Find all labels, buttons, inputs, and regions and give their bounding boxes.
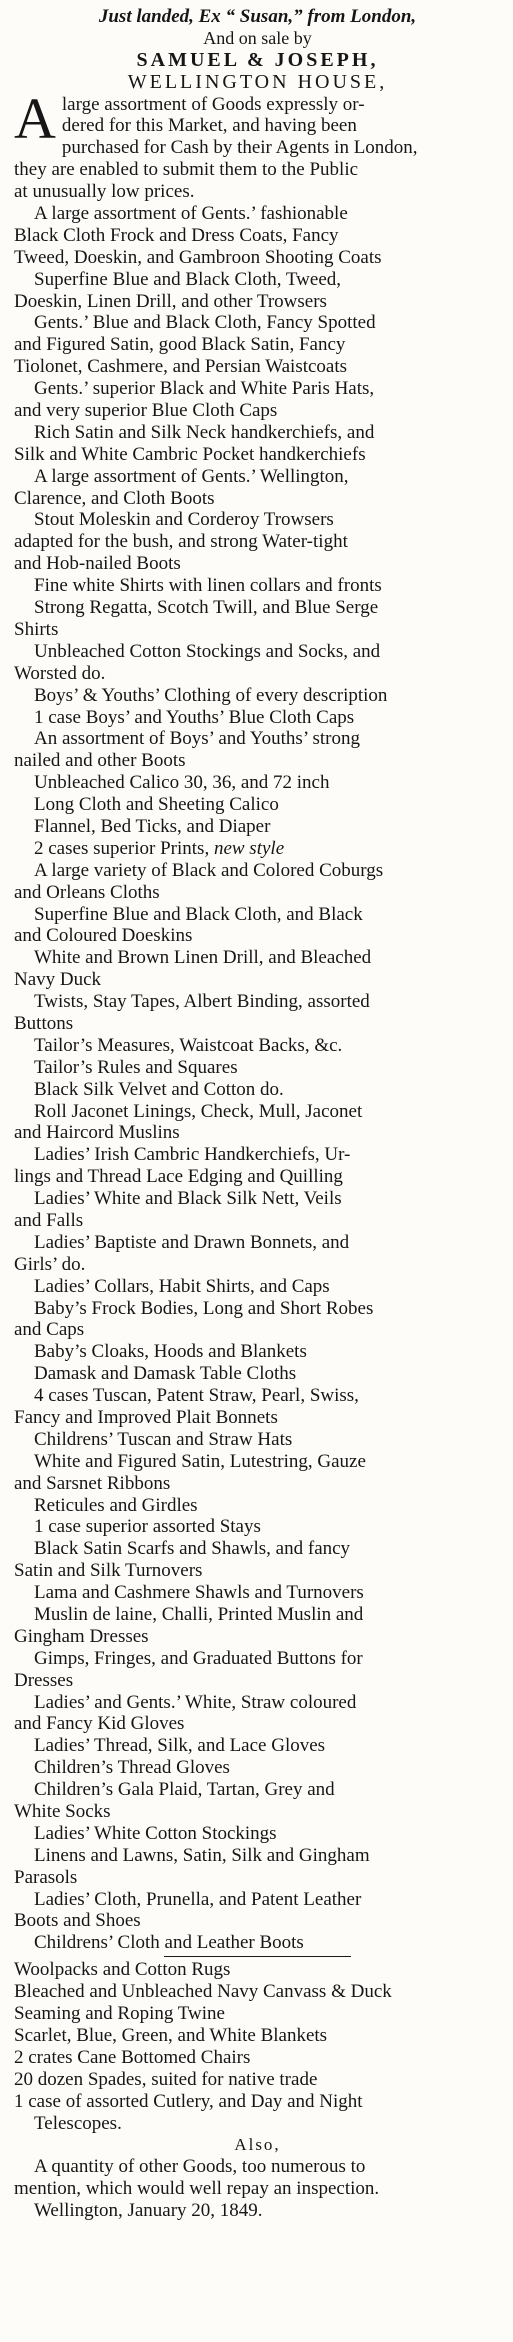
list-item: A large assortment of Gents.’ fashionable: [34, 203, 348, 225]
list-item-continuation: Shirts: [14, 618, 59, 640]
list-item: A large assortment of Gents.’ Wellington,: [34, 465, 349, 487]
list-item: Twists, Stay Tapes, Albert Binding, assorted: [34, 991, 370, 1013]
list-item: Baby’s Frock Bodies, Long and Short Robes: [34, 1297, 374, 1319]
intro-line: dered for this Market, and having been: [61, 115, 357, 137]
list-item: Unbleached Cotton Stockings and Socks, and: [34, 640, 381, 662]
list-item: Stout Moleskin and Corderoy Trowsers: [34, 509, 334, 531]
list-item-continuation: Navy Duck: [14, 969, 102, 991]
arrival-line: Just landed, Ex “ Susan,” from London,: [98, 6, 417, 27]
list-item: Children’s Thread Gloves: [34, 1757, 230, 1779]
closing-line: mention, which would well repay an inspection.: [14, 2178, 380, 2200]
list-item-continuation: Tiolonet, Cashmere, and Persian Waistcoats: [14, 356, 348, 378]
list-item: Black Silk Velvet and Cotton do.: [34, 1078, 284, 1100]
list-item: Unbleached Calico 30, 36, and 72 inch: [34, 772, 330, 794]
list-item-continuation: Dresses: [14, 1669, 74, 1691]
list-item-continuation: Tweed, Doeskin, and Gambroon Shooting Coats: [14, 246, 382, 268]
list-item-continuation: Buttons: [14, 1012, 74, 1034]
list-item-continuation: Parasols: [14, 1866, 78, 1888]
list-item: Baby’s Cloaks, Hoods and Blankets: [34, 1341, 307, 1363]
drop-cap: A: [14, 85, 56, 151]
list-item-continuation: lings and Thread Lace Edging and Quilling: [14, 1166, 343, 1188]
list-item: Ladies’ Baptiste and Drawn Bonnets, and: [34, 1231, 350, 1253]
list-item-continuation: Satin and Silk Turnovers: [14, 1560, 203, 1582]
list-item-continuation: and very superior Blue Cloth Caps: [14, 400, 278, 422]
list-item: Strong Regatta, Scotch Twill, and Blue Serge: [34, 597, 379, 619]
list-item: Flannel, Bed Ticks, and Diaper: [34, 815, 271, 837]
list-item: Ladies’ Irish Cambric Handkerchiefs, Ur-: [34, 1144, 351, 1166]
list-item: White and Figured Satin, Lutestring, Gauze: [34, 1450, 366, 1472]
list-item: Gents.’ Blue and Black Cloth, Fancy Spotted: [34, 312, 376, 334]
list-item: Superfine Blue and Black Cloth, Tweed,: [34, 268, 342, 290]
list-item: 2 cases superior Prints, new style: [34, 837, 285, 859]
house-name: WELLINGTON HOUSE,: [127, 71, 388, 93]
list-item: Superfine Blue and Black Cloth, and Black: [34, 903, 363, 925]
list-item: Linens and Lawns, Satin, Silk and Gingham: [34, 1844, 370, 1866]
list-item: Lama and Cashmere Shawls and Turnovers: [34, 1582, 364, 1604]
list-item: Ladies’ White Cotton Stockings: [34, 1822, 277, 1844]
goods-item: Scarlet, Blue, Green, and White Blankets: [14, 2024, 328, 2046]
list-item: Ladies’ and Gents.’ White, Straw coloured: [34, 1691, 357, 1713]
list-item-continuation: Doeskin, Linen Drill, and other Trowsers: [14, 290, 327, 312]
list-item: Damask and Damask Table Cloths: [34, 1363, 297, 1385]
goods-item: Woolpacks and Cotton Rugs: [14, 1959, 231, 1981]
list-item: Ladies’ Collars, Habit Shirts, and Caps: [34, 1275, 330, 1297]
list-item: Roll Jaconet Linings, Check, Mull, Jaconet: [34, 1100, 363, 1122]
list-item: Fine white Shirts with linen collars and fronts: [34, 575, 382, 597]
closing-line: A quantity of other Goods, too numerous to: [34, 2156, 366, 2178]
also-heading: Also,: [234, 2135, 281, 2155]
list-item-continuation: nailed and other Boots: [14, 750, 186, 772]
list-item-continuation: and Orleans Cloths: [14, 881, 160, 903]
goods-item: 1 case of assorted Cutlery, and Day and Night: [14, 2090, 363, 2112]
emphasis: new style: [213, 837, 285, 859]
intro-line: they are enabled to submit them to the Public: [14, 159, 359, 181]
list-item-continuation: and Figured Satin, good Black Satin, Fancy: [14, 334, 346, 356]
list-item: White and Brown Linen Drill, and Bleached: [34, 947, 372, 969]
goods-item: Bleached and Unbleached Navy Canvass & Duck: [14, 1981, 392, 2003]
date-line: Wellington, January 20, 1849.: [34, 2200, 263, 2222]
list-item: A large variety of Black and Colored Coburgs: [34, 859, 384, 881]
list-item-continuation: Fancy and Improved Plait Bonnets: [14, 1407, 278, 1428]
list-item: Rich Satin and Silk Neck handkerchiefs, and: [34, 421, 375, 443]
on-sale-line: And on sale by: [203, 27, 312, 48]
list-item: Childrens’ Cloth and Leather Boots: [34, 1932, 304, 1954]
goods-item: 2 crates Cane Bottomed Chairs: [14, 2046, 251, 2068]
list-item: Tailor’s Rules and Squares: [34, 1056, 238, 1078]
list-item: 1 case superior assorted Stays: [34, 1516, 261, 1538]
list-item-continuation: Silk and White Cambric Pocket handkerchiefs: [14, 443, 366, 465]
goods-item: Telescopes.: [34, 2112, 122, 2134]
list-item-continuation: Clarence, and Cloth Boots: [14, 487, 215, 509]
list-item-continuation: and Falls: [14, 1209, 84, 1231]
goods-item: Seaming and Roping Twine: [14, 2003, 225, 2025]
list-item: Childrens’ Tuscan and Straw Hats: [34, 1428, 293, 1450]
list-item: Ladies’ Thread, Silk, and Lace Gloves: [34, 1735, 326, 1757]
list-item-continuation: and Coloured Doeskins: [14, 925, 193, 947]
list-item-continuation: Worsted do.: [14, 662, 106, 684]
list-item: Ladies’ Cloth, Prunella, and Patent Leather: [34, 1888, 362, 1910]
list-item-continuation: and Sarsnet Ribbons: [14, 1472, 171, 1494]
intro-line: at unusually low prices.: [14, 181, 195, 203]
list-item-continuation: Girls’ do.: [14, 1253, 86, 1275]
list-item: 4 cases Tuscan, Patent Straw, Pearl, Swiss,: [34, 1385, 359, 1407]
list-item-continuation: and Caps: [14, 1319, 85, 1341]
list-item: 1 case Boys’ and Youths’ Blue Cloth Caps: [34, 706, 355, 728]
list-item: Long Cloth and Sheeting Calico: [34, 794, 279, 816]
list-item: Muslin de laine, Challi, Printed Muslin and: [34, 1604, 364, 1626]
intro-line: large assortment of Goods expressly or-: [61, 93, 365, 115]
list-item: Tailor’s Measures, Waistcoat Backs, &c.: [34, 1034, 343, 1056]
list-item: Boys’ & Youths’ Clothing of every description: [34, 684, 388, 706]
goods-list: [14, 1959, 501, 2134]
intro-paragraph: [14, 85, 501, 203]
firm-name: SAMUEL & JOSEPH,: [136, 49, 379, 71]
list-item-continuation: Boots and Shoes: [14, 1910, 141, 1932]
list-item-continuation: Black Cloth Frock and Dress Coats, Fancy: [14, 224, 339, 246]
list-item-continuation: and Fancy Kid Gloves: [14, 1713, 185, 1735]
list-item: Ladies’ White and Black Silk Nett, Veils: [34, 1188, 342, 1210]
section-divider: [164, 1956, 351, 1957]
list-item: Reticules and Girdles: [34, 1494, 198, 1516]
list-item-continuation: and Hob-nailed Boots: [14, 553, 181, 575]
item-list: [14, 203, 501, 1954]
list-item: Gents.’ superior Black and White Paris Hats,: [34, 378, 375, 400]
list-item-continuation: and Haircord Muslins: [14, 1122, 180, 1144]
list-item-continuation: White Socks: [14, 1801, 111, 1823]
goods-item: 20 dozen Spades, suited for native trade: [14, 2068, 318, 2090]
list-item: Black Satin Scarfs and Shawls, and fancy: [34, 1538, 351, 1560]
list-item: Children’s Gala Plaid, Tartan, Grey and: [34, 1779, 335, 1801]
intro-line: purchased for Cash by their Agents in London,: [61, 137, 418, 159]
list-item-continuation: adapted for the bush, and strong Water-tight: [14, 531, 348, 553]
list-item: An assortment of Boys’ and Youths’ strong: [34, 728, 360, 750]
list-item: Gimps, Fringes, and Graduated Buttons for: [34, 1647, 363, 1669]
list-item-continuation: Gingham Dresses: [14, 1625, 149, 1647]
